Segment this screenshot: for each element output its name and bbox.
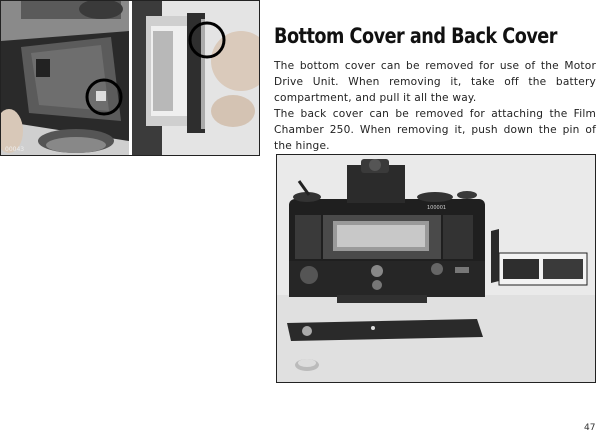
- paragraph-bottom-cover: The bottom cover can be removed for use of the Motor Drive Unit. When removing it, take off the battery compartment, and pull it all the way.: [274, 60, 596, 104]
- page-title: Bottom Cover and Back Cover: [274, 24, 557, 48]
- photo-camera-covers-removed: [276, 154, 596, 383]
- serial-marking: 00043: [5, 146, 25, 153]
- paragraph-back-cover: The back cover can be removed for attaching the Film Chamber 250. When removing it, push down the pin of the hinge.: [274, 108, 596, 152]
- page-number: 47: [584, 423, 596, 433]
- serial-marking-bottom: 100001: [427, 205, 447, 211]
- photo-cover-removal: [0, 0, 260, 156]
- body-text: [274, 58, 596, 154]
